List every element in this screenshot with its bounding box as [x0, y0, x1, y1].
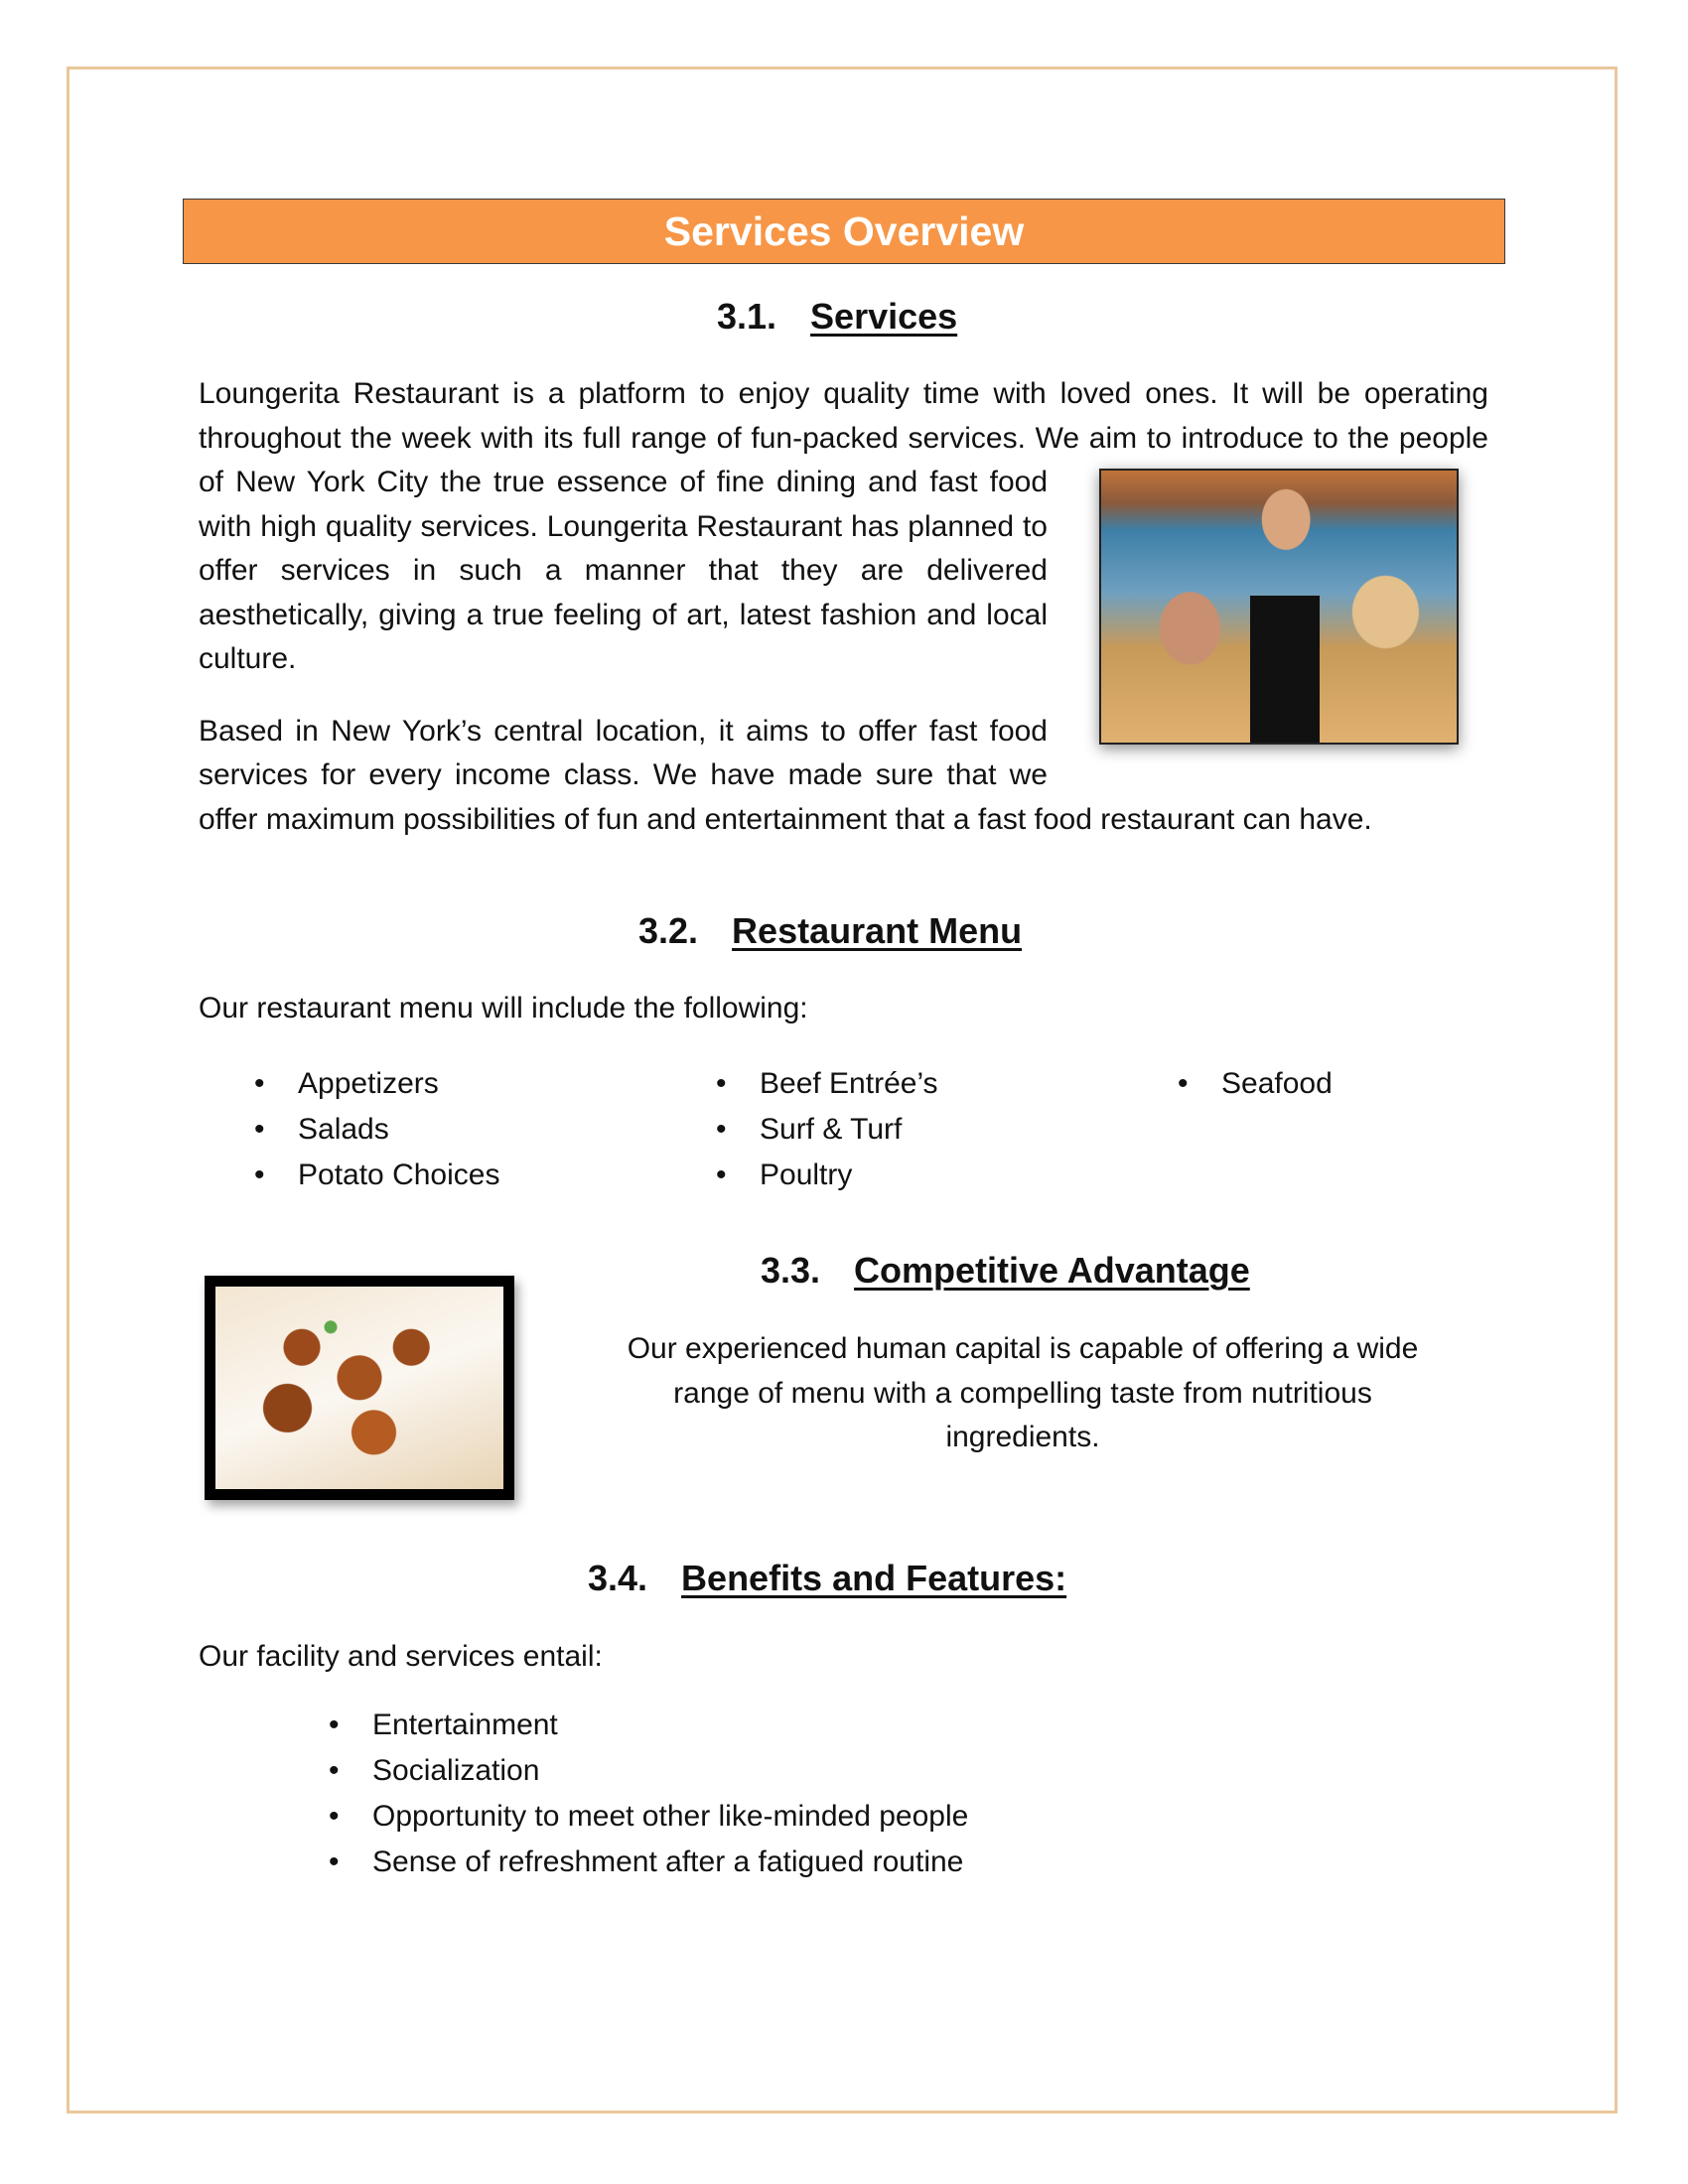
- heading-number: 3.2.: [638, 910, 699, 951]
- text-line: Our experienced human capital is capable of offering a wide: [627, 1332, 1419, 1365]
- services-paragraph-1: Loungerita Restaurant is a platform to enjoy quality time with loved ones. It will be operating throughout the week with its full range of fun-packed services. We aim to introduce to the people of New York City the true essence of fine dining and fast food with high quality services. Loungerita Restaurant has planned to offer services in such a manner that they are delivered aesthetically, giving a true feeling of art, latest fashion and local culture.: [199, 377, 1488, 675]
- list-item: • Socialization: [329, 1754, 540, 1787]
- menu-list-column-3: [1178, 1061, 1333, 1107]
- competitive-advantage-text: [556, 1327, 1489, 1460]
- heading-benefits-features: [588, 1558, 1066, 1599]
- text-line: ingredients.: [945, 1421, 1100, 1453]
- heading-services: [717, 296, 957, 338]
- heading-number: 3.4.: [588, 1558, 648, 1598]
- menu-list-column-1: [254, 1061, 499, 1198]
- banner-title: Services Overview: [663, 207, 1025, 254]
- list-item: • Seafood: [1178, 1067, 1333, 1100]
- menu-intro: Our restaurant menu will include the following:: [199, 992, 808, 1024]
- list-item: • Beef Entrée’s: [716, 1067, 938, 1100]
- menu-list-column-2: [716, 1061, 938, 1198]
- benefits-list: [329, 1703, 968, 1885]
- heading-title: Benefits and Features:: [681, 1558, 1067, 1598]
- list-item: • Salads: [254, 1113, 389, 1146]
- heading-title: Services: [810, 296, 958, 337]
- services-text: [199, 372, 1489, 842]
- list-item: • Potato Choices: [254, 1159, 500, 1191]
- list-item: • Appetizers: [254, 1067, 439, 1100]
- food-dish-photo: [205, 1276, 514, 1500]
- heading-number: 3.1.: [717, 296, 777, 337]
- heading-number: 3.3.: [761, 1250, 821, 1291]
- restaurant-waiter-photo: [1099, 469, 1459, 745]
- section-banner: [183, 199, 1505, 264]
- text-line: range of menu with a compelling taste from nutritious: [673, 1376, 1372, 1410]
- heading-restaurant-menu: [638, 910, 1022, 952]
- list-item: • Entertainment: [329, 1708, 558, 1741]
- heading-competitive-advantage: [761, 1250, 1250, 1292]
- list-item: • Surf & Turf: [716, 1113, 903, 1146]
- benefits-intro: Our facility and services entail:: [199, 1640, 603, 1673]
- heading-title: Competitive Advantage: [854, 1250, 1250, 1291]
- list-item: • Opportunity to meet other like-minded people: [329, 1800, 969, 1833]
- services-paragraph-2: Based in New York’s central location, it aims to offer fast food services for every income class. We have made sure that we offer maximum possibilities of fun and entertainment that a fast food restaurant can have.: [199, 714, 1372, 836]
- heading-title: Restaurant Menu: [732, 910, 1023, 951]
- list-item: • Sense of refreshment after a fatigued routine: [329, 1845, 964, 1878]
- list-item: • Poultry: [716, 1159, 853, 1191]
